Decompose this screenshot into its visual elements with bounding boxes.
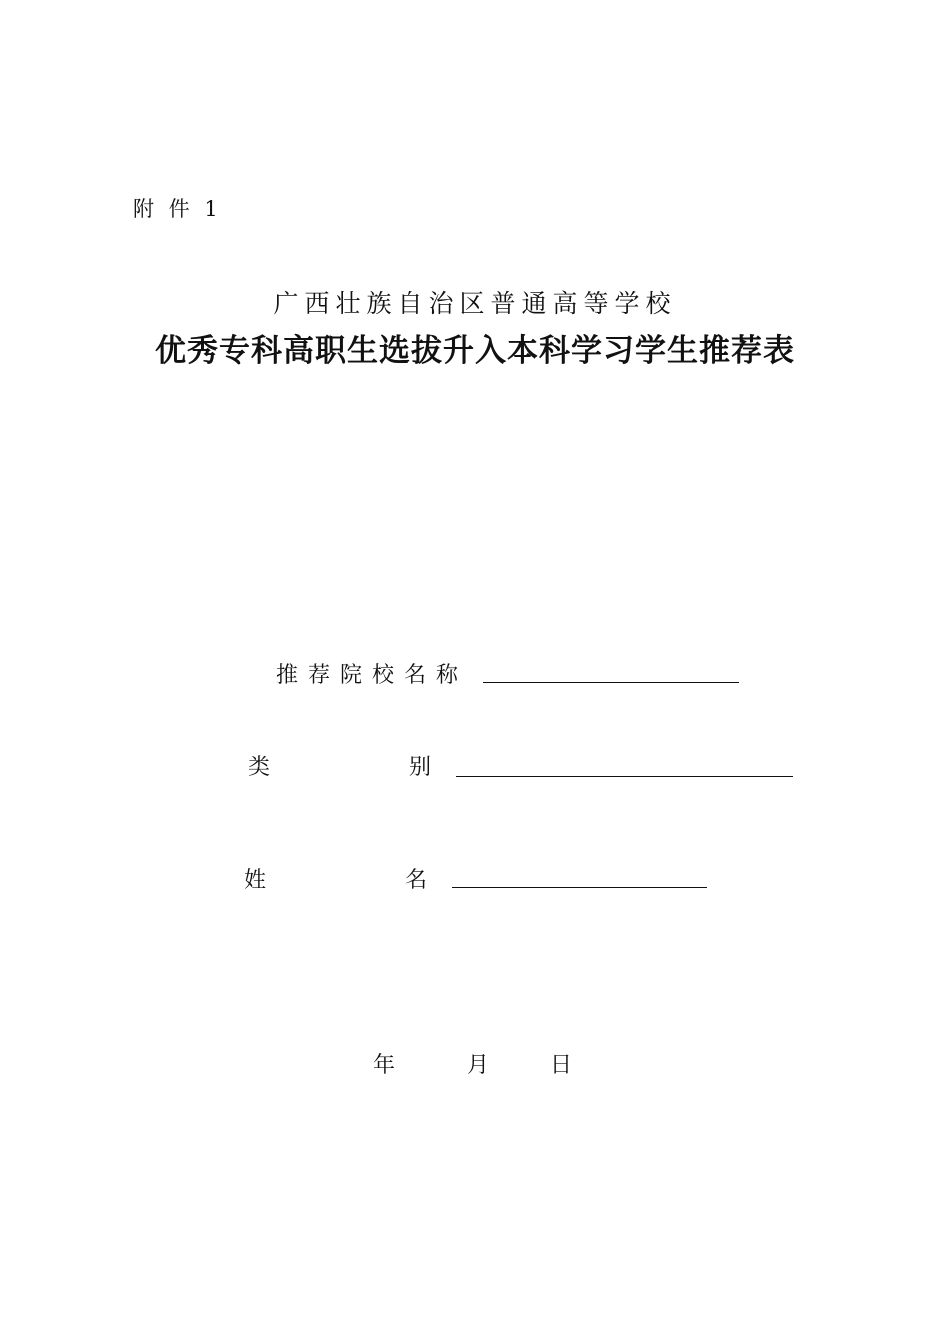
date-day: 日 [550,1053,573,1078]
name-label-right: 名 [405,868,428,893]
school-name-line[interactable] [483,682,739,683]
name-label-left: 姓 [244,868,267,893]
attachment-label: 附 件 1 [133,197,222,221]
school-name-label: 推荐院校名称 [276,663,469,688]
category-label-right: 别 [409,755,432,780]
title-line-2: 优秀专科高职生选拔升入本科学习学生推荐表 [155,333,795,369]
title-line-1: 广西壮族自治区普通高等学校 [273,289,677,318]
category-line[interactable] [456,776,793,777]
date-year: 年 [373,1053,396,1078]
category-label-left: 类 [248,755,271,780]
date-month: 月 [467,1053,490,1078]
name-line[interactable] [452,887,707,888]
